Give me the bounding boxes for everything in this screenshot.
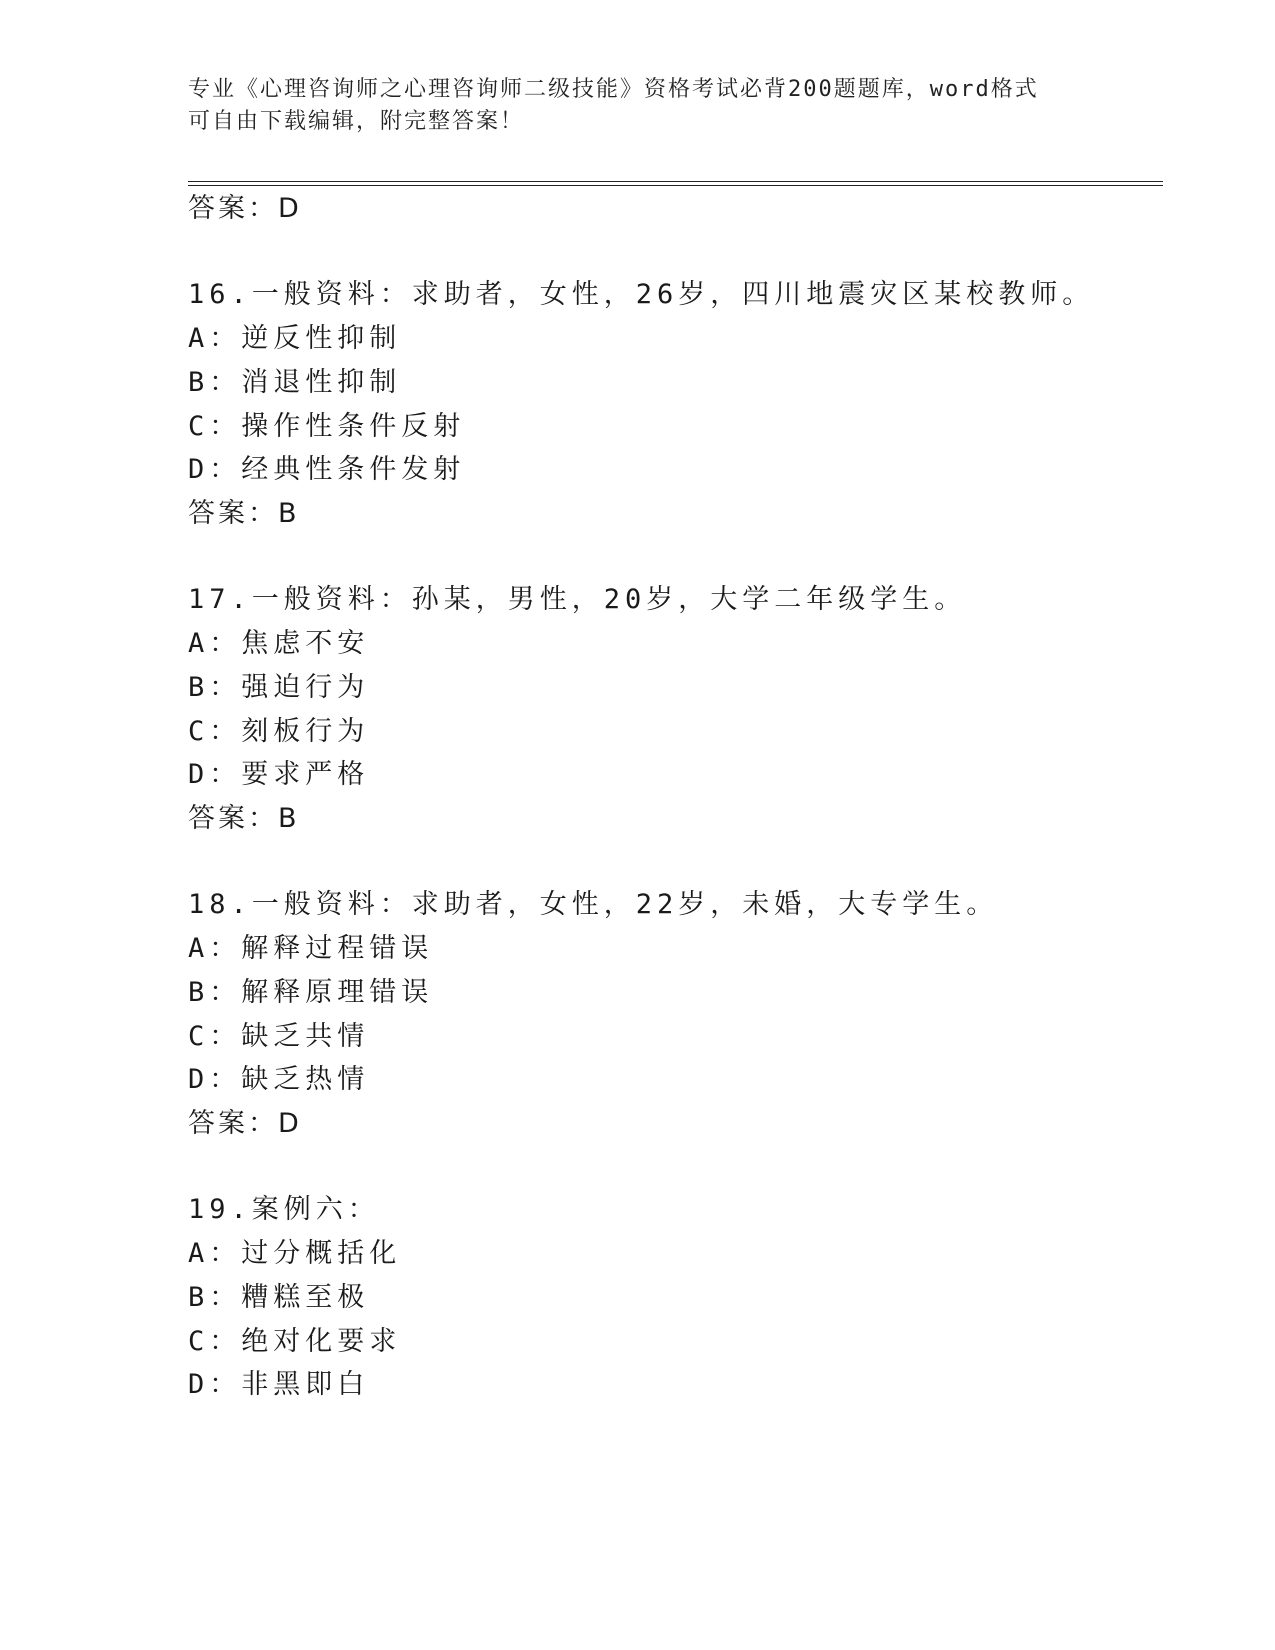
option-a: A：焦虑不安: [188, 628, 370, 659]
option-a: A：过分概括化: [188, 1238, 402, 1269]
option-b: B：消退性抑制: [188, 367, 402, 398]
option-b: B：糟糕至极: [188, 1282, 370, 1313]
option-d: D：非黑即白: [188, 1369, 370, 1400]
option-a: A：逆反性抑制: [188, 323, 402, 354]
header-title-line-2: 可自由下载编辑，附完整答案！: [188, 109, 525, 134]
answer-line: 答案：B: [188, 498, 300, 529]
option-d: D：经典性条件发射: [188, 454, 466, 485]
option-c: C：刻板行为: [188, 716, 370, 747]
option-d: D：要求严格: [188, 759, 370, 790]
option-b: B：解释原理错误: [188, 977, 434, 1008]
option-c: C：绝对化要求: [188, 1326, 402, 1357]
answer-line: 答案：D: [188, 1108, 302, 1139]
option-d: D：缺乏热情: [188, 1064, 370, 1095]
answer-line: 答案：B: [188, 803, 300, 834]
answer-line: 答案：D: [188, 193, 302, 224]
document-header: [188, 74, 1088, 138]
header-divider-top: [188, 181, 1163, 182]
option-a: A：解释过程错误: [188, 933, 434, 964]
option-c: C：操作性条件反射: [188, 411, 466, 442]
header-title-line-1: 专业《心理咨询师之心理咨询师二级技能》资格考试必背200题题库，word格式: [188, 77, 1039, 102]
question-19: 19.案例六：: [188, 1194, 380, 1225]
question-16: 16.一般资料：求助者，女性，26岁，四川地震灾区某校教师。: [188, 279, 1095, 310]
option-b: B：强迫行为: [188, 672, 370, 703]
option-c: C：缺乏共情: [188, 1021, 370, 1052]
question-18: 18.一般资料：求助者，女性，22岁，未婚，大专学生。: [188, 889, 999, 920]
question-17: 17.一般资料：孙某，男性，20岁，大学二年级学生。: [188, 584, 967, 615]
header-divider-bottom: [188, 185, 1163, 186]
